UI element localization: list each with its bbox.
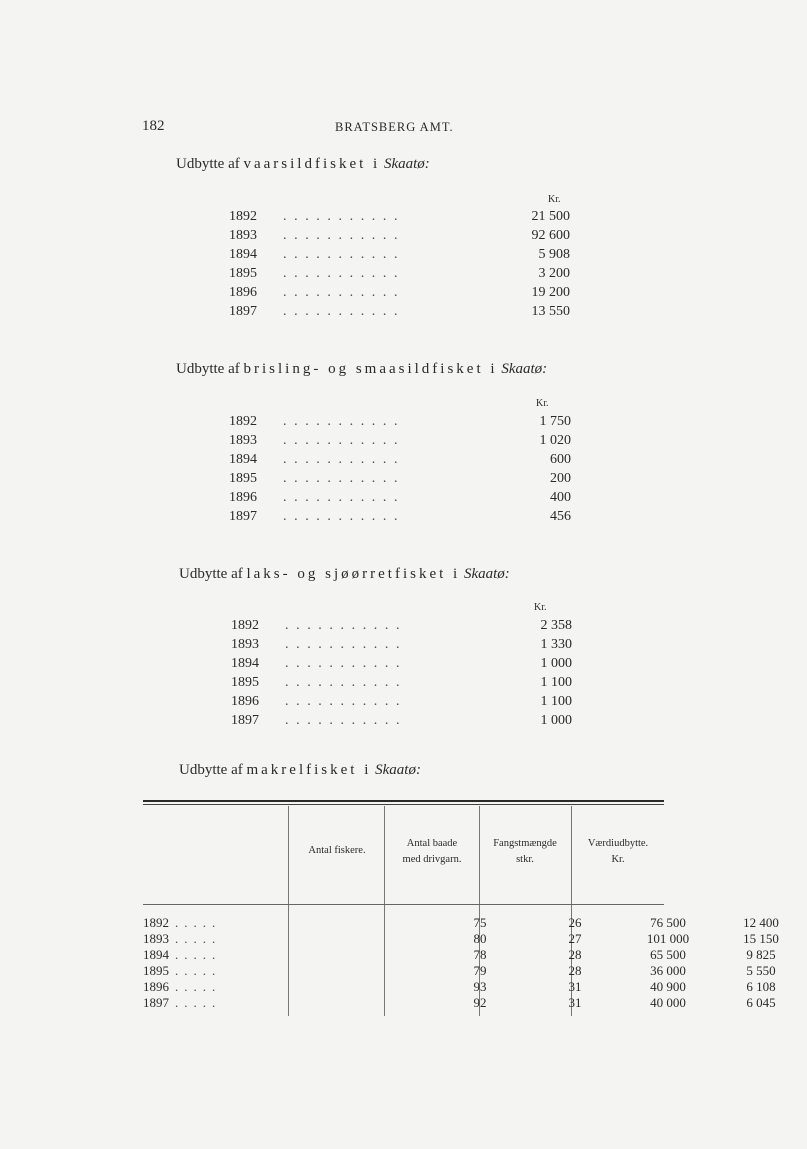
- heading-prefix: Udbytte af: [179, 566, 243, 582]
- list-item: 1897 ........... 1 000: [231, 713, 572, 728]
- list-item: 1893 ........... 92 600: [229, 228, 570, 243]
- section-heading-brisling: [176, 361, 547, 378]
- heading-italic: Skaatø:: [383, 156, 430, 172]
- list-item: 1897 ........... 456: [229, 509, 571, 524]
- column-header: Antal fiskere.: [308, 845, 366, 856]
- column-header: Værdiudbytte. Kr.: [587, 838, 649, 865]
- heading-spaced: laks- og sjøørretfisket i: [246, 566, 461, 582]
- column-header: Antal baade med drivgarn.: [402, 838, 462, 865]
- section-heading-laks: [179, 566, 510, 583]
- list-item: 1897 ........... 13 550: [229, 304, 570, 319]
- unit-label: Kr.: [548, 194, 561, 205]
- list-item: 1896 ........... 19 200: [229, 285, 570, 300]
- list-item: 1895 ........... 1 100: [231, 675, 572, 690]
- list-brisling: [229, 412, 571, 526]
- heading-italic: Skaatø:: [501, 361, 548, 377]
- table-row: 1894 ..... 78 28 65 500 9 825: [143, 947, 776, 962]
- unit-label: Kr.: [536, 398, 549, 409]
- table-top-rule-thin: [143, 804, 664, 805]
- table-top-rule: [143, 800, 664, 802]
- list-vaarsild: [229, 207, 570, 321]
- heading-prefix: Udbytte af: [176, 361, 240, 377]
- list-item: 1896 ........... 400: [229, 490, 571, 505]
- list-item: 1892 ........... 21 500: [229, 209, 570, 224]
- running-title: BRATSBERG AMT.: [335, 120, 454, 134]
- section-heading-makrel: [179, 762, 421, 779]
- list-item: 1895 ........... 200: [229, 471, 571, 486]
- table-header-rule: [143, 904, 664, 905]
- list-item: 1893 ........... 1 330: [231, 637, 572, 652]
- heading-spaced: makrelfisket i: [246, 762, 372, 778]
- heading-prefix: Udbytte af: [179, 762, 243, 778]
- unit-label: Kr.: [534, 602, 547, 613]
- table-row: 1893 ..... 80 27 101 000 15 150: [143, 931, 779, 946]
- list-laks: [231, 616, 572, 730]
- list-item: 1894 ........... 5 908: [229, 247, 570, 262]
- list-item: 1893 ........... 1 020: [229, 433, 571, 448]
- section-heading-vaarsild: [176, 156, 430, 173]
- heading-italic: Skaatø:: [375, 762, 421, 778]
- list-item: 1896 ........... 1 100: [231, 694, 572, 709]
- list-item: 1895 ........... 3 200: [229, 266, 570, 281]
- heading-prefix: Udbytte af: [176, 156, 240, 172]
- list-item: 1894 ........... 1 000: [231, 656, 572, 671]
- heading-spaced: brisling- og smaasildfisket i: [243, 361, 498, 377]
- table-row: 1896 ..... 93 31 40 900 6 108: [143, 979, 776, 994]
- table-row: 1892 ..... 75 26 76 500 12 400: [143, 915, 779, 930]
- list-item: 1892 ........... 1 750: [229, 414, 571, 429]
- table-row: 1897 ..... 92 31 40 000 6 045: [143, 995, 776, 1010]
- table-row: 1895 ..... 79 28 36 000 5 550: [143, 963, 776, 978]
- page-number: 182: [142, 118, 165, 134]
- heading-spaced: vaarsildfisket i: [243, 156, 381, 172]
- heading-italic: Skaatø:: [463, 566, 510, 582]
- list-item: 1892 ........... 2 358: [231, 618, 572, 633]
- column-header: Fangstmængde stkr.: [493, 838, 557, 865]
- list-item: 1894 ........... 600: [229, 452, 571, 467]
